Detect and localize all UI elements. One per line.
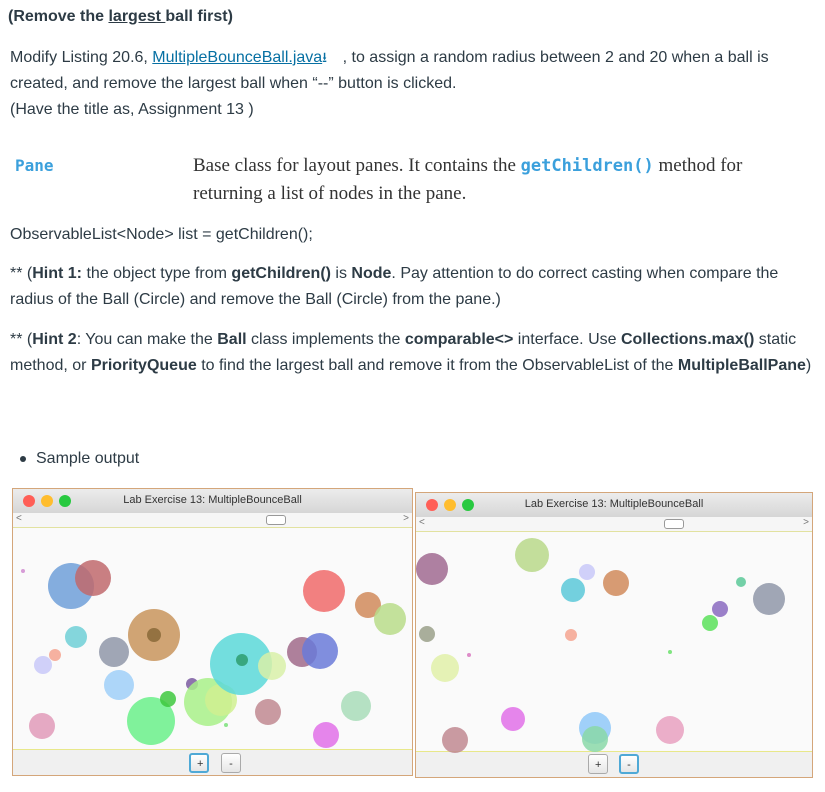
hint2-label: Hint 2 — [32, 331, 77, 348]
hint-1 — [10, 261, 818, 313]
ball — [419, 626, 435, 642]
hint2-bold-3: Collections.max() — [620, 331, 755, 348]
ball — [49, 649, 61, 661]
api-description — [193, 152, 753, 208]
hint2-stars: ** ( — [10, 331, 33, 348]
ball-pane-1 — [13, 528, 412, 750]
ball — [160, 691, 176, 707]
window-1-titlebar — [13, 489, 412, 514]
ball — [302, 633, 338, 669]
ball — [236, 654, 248, 666]
ball — [258, 652, 286, 680]
window-2-titlebar — [416, 493, 812, 518]
intro-paragraph — [10, 44, 818, 123]
title-note: (Have the title as, Assignment 13 ) — [10, 101, 254, 118]
api-desc-after: method for returning a list of nodes in the pane. — [193, 155, 743, 204]
ball — [515, 538, 549, 572]
ball — [99, 637, 129, 667]
window-1-scrollbar[interactable] — [13, 513, 412, 528]
ball — [21, 569, 25, 573]
chevron-right-icon[interactable]: > — [403, 513, 409, 524]
ball — [656, 716, 684, 744]
ball — [442, 727, 468, 753]
ball — [255, 699, 281, 725]
sample-window-2 — [415, 492, 813, 778]
ball — [374, 603, 406, 635]
api-reference — [15, 152, 815, 210]
hint2-text-1: : You can make the — [76, 331, 218, 348]
hint2-bold-5: MultipleBallPane — [677, 357, 806, 374]
ball — [303, 570, 345, 612]
api-term: Pane — [15, 156, 54, 175]
sample-window-1 — [12, 488, 413, 776]
chevron-right-icon[interactable]: > — [803, 517, 809, 528]
ball — [712, 601, 728, 617]
bullet-dot — [20, 456, 26, 462]
window-1-title: Lab Exercise 13: MultipleBounceBall — [123, 494, 302, 506]
chevron-left-icon[interactable]: < — [16, 513, 22, 524]
ball — [582, 726, 608, 752]
ball — [702, 615, 718, 631]
ball — [668, 650, 672, 654]
ball — [565, 629, 577, 641]
hint2-text-4: static method, or — [10, 331, 797, 374]
ball — [501, 707, 525, 731]
hint1-text-1: the object type from — [82, 265, 232, 282]
ball — [579, 564, 595, 580]
hint1-bold-2: Node — [351, 265, 392, 282]
api-desc-before: Base class for layout panes. It contains the — [193, 155, 521, 176]
remove-ball-button[interactable]: - — [221, 753, 241, 773]
hint1-label: Hint 1: — [32, 265, 83, 282]
intro-after-link: , to assign a random radius between 2 and 20 when a ball is created, and remove the largest ball when “--” button is clicked. — [10, 49, 769, 92]
ball — [104, 670, 134, 700]
ball — [416, 553, 448, 585]
hint1-text-2: is — [330, 265, 352, 282]
bullet-text: Sample output — [36, 450, 140, 467]
hint2-bold-4: PriorityQueue — [90, 357, 197, 374]
intro-before-link: Modify Listing 20.6, — [10, 49, 153, 66]
ball — [147, 628, 161, 642]
ball — [561, 578, 585, 602]
ball — [467, 653, 471, 657]
listing-link[interactable]: MultipleBounceBall.java — [152, 49, 323, 66]
remove-ball-button[interactable]: - — [619, 754, 639, 774]
hint2-text-2: class implements the — [246, 331, 405, 348]
hint2-bold-2: comparable<> — [404, 331, 514, 348]
sample-output-bullet — [20, 450, 139, 468]
ball — [736, 577, 746, 587]
chevron-left-icon[interactable]: < — [419, 517, 425, 528]
scroll-thumb[interactable] — [266, 515, 286, 525]
hint2-text-5: to find the largest ball and remove it from the ObservableList of the — [196, 357, 678, 374]
download-icon[interactable]: ⭳ — [322, 49, 328, 65]
hint2-bold-1: Ball — [217, 331, 247, 348]
hint2-text-3: interface. Use — [513, 331, 621, 348]
window-2-scrollbar[interactable] — [416, 517, 812, 532]
add-ball-button[interactable]: + — [588, 754, 608, 774]
heading-open: (Remove the — [8, 8, 109, 25]
add-ball-button[interactable]: + — [189, 753, 209, 773]
ball — [431, 654, 459, 682]
hint1-text-3: . Pay attention to do correct casting when compare the radius of the Ball (Circle) and remove the Ball (Circle) from the pane.) — [10, 265, 779, 308]
hint1-stars: ** ( — [10, 265, 33, 282]
ball — [29, 713, 55, 739]
window-2-title: Lab Exercise 13: MultipleBounceBall — [524, 498, 704, 510]
ball — [341, 691, 371, 721]
scroll-thumb[interactable] — [664, 519, 684, 529]
ball-pane-2 — [416, 532, 812, 752]
hint2-text-6: ) — [805, 357, 812, 374]
ball — [753, 583, 785, 615]
heading-close: ball first) — [165, 8, 233, 25]
ball — [603, 570, 629, 596]
ball — [313, 722, 339, 748]
ball — [75, 560, 111, 596]
heading-underlined: largest — [108, 8, 166, 25]
ball — [65, 626, 87, 648]
hint1-bold-1: getChildren() — [231, 265, 331, 282]
api-desc-code: getChildren() — [520, 156, 654, 176]
assignment-heading — [8, 8, 233, 26]
code-line: ObservableList<Node> list = getChildren(); — [10, 226, 313, 243]
ball — [224, 723, 228, 727]
hint-2 — [10, 327, 818, 379]
